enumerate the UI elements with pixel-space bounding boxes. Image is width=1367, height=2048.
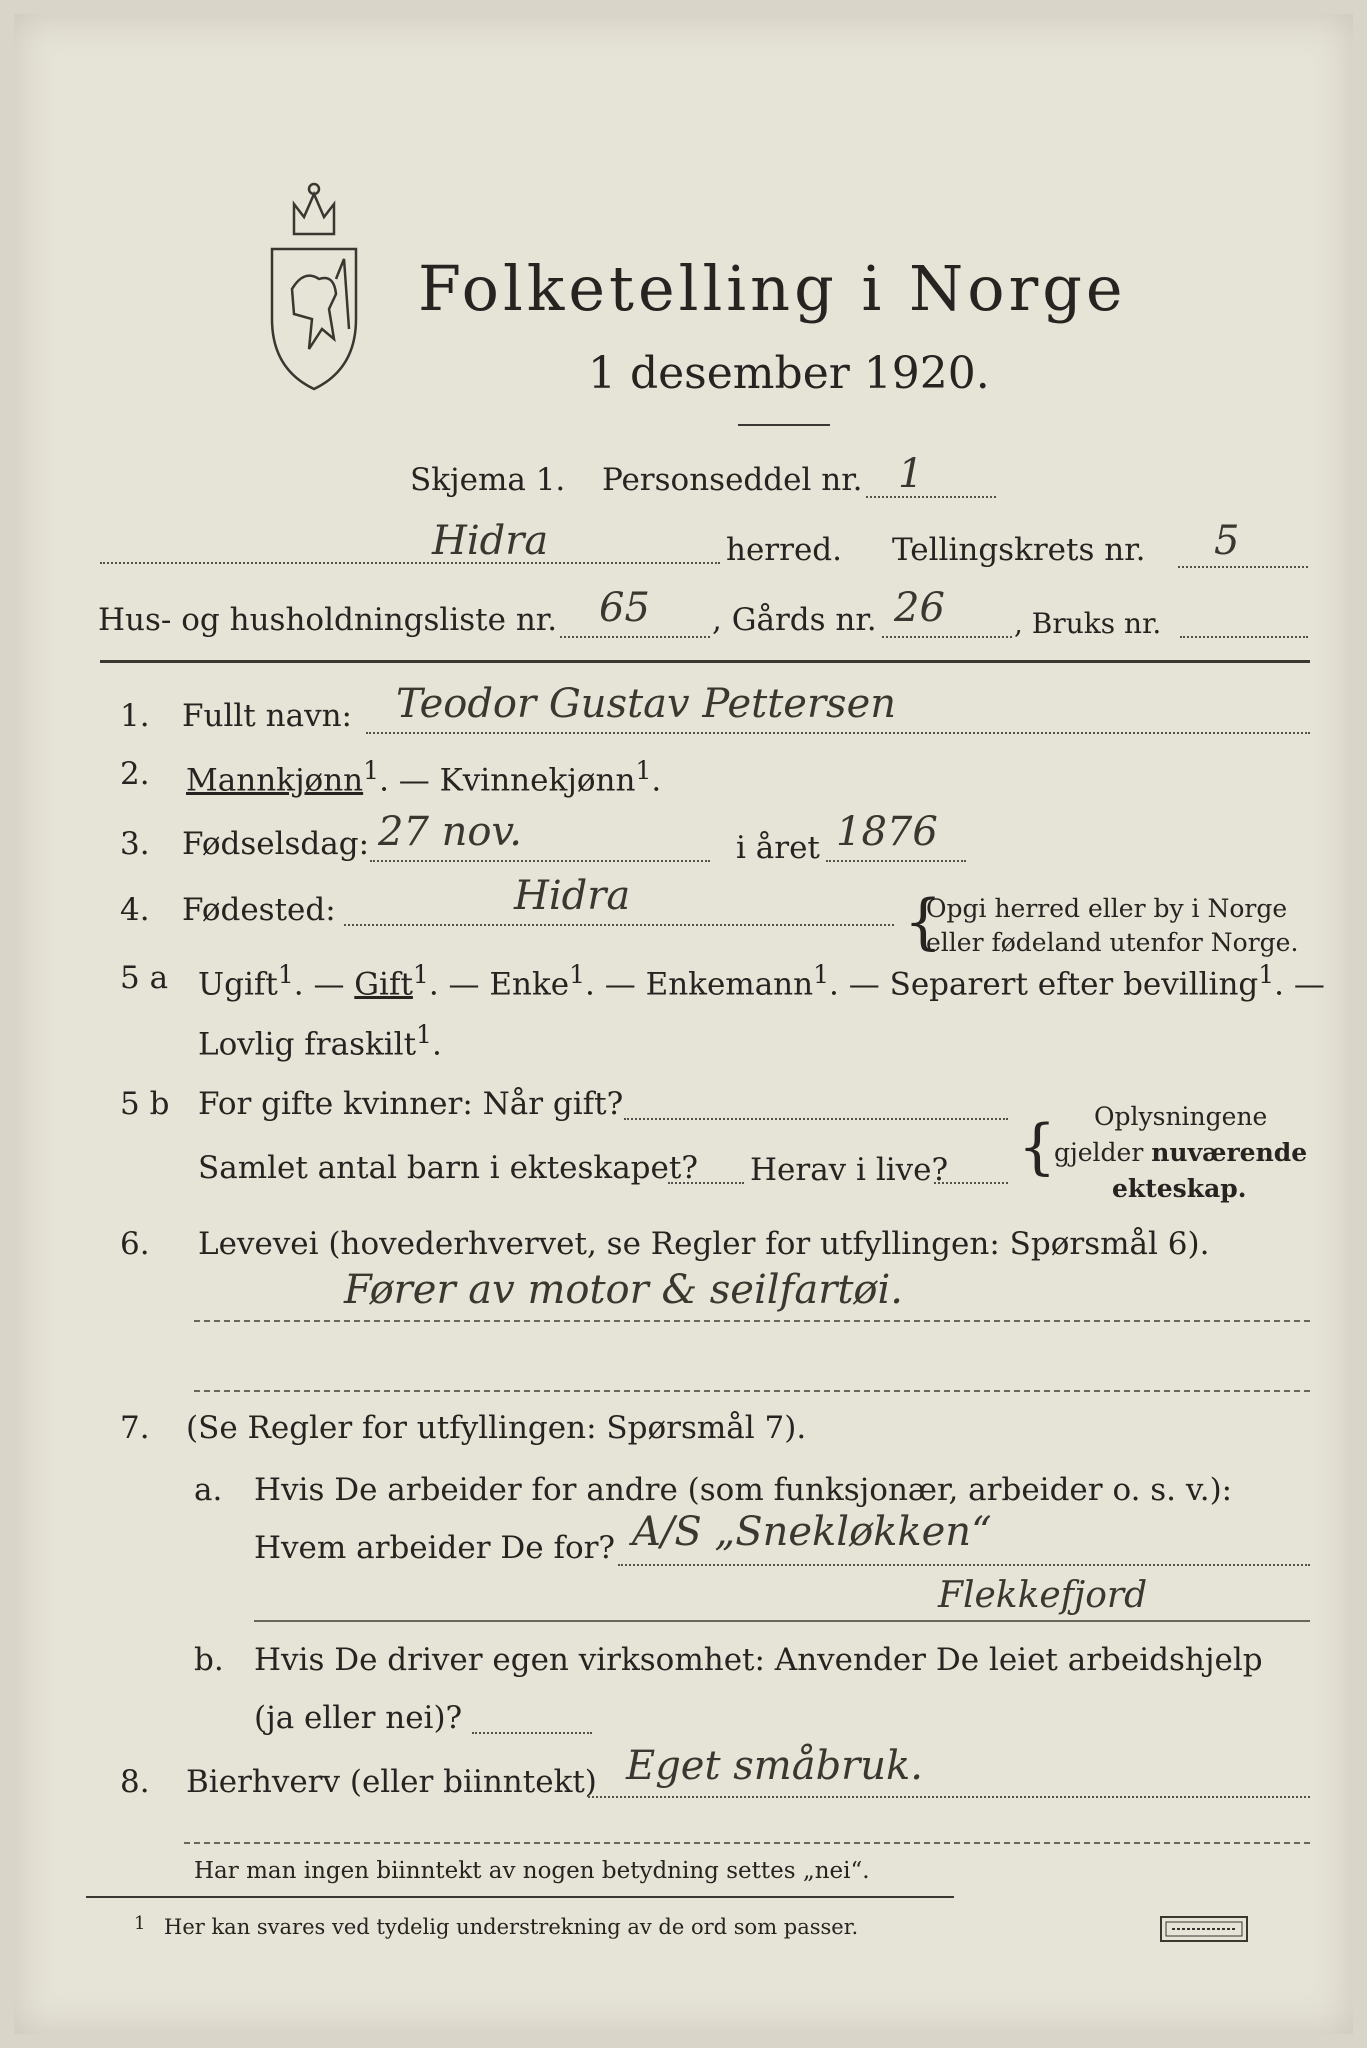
q5a-separert[interactable]: Separert efter bevilling xyxy=(889,966,1259,1003)
q1-number: 1. xyxy=(120,698,150,734)
q2-end: . xyxy=(651,762,662,799)
tellingskrets-value[interactable]: 5 xyxy=(1214,518,1240,564)
q7a-line-underline2 xyxy=(254,1620,1310,1622)
q5a-lovlig-line: Lovlig fraskilt$^1$. xyxy=(198,1020,442,1063)
q5a-number: 5 a xyxy=(120,960,169,996)
q8-line xyxy=(588,1796,1310,1798)
q7a-value1[interactable]: A/S „Snekløkken“ xyxy=(632,1509,992,1555)
gards-line xyxy=(882,636,1012,638)
q5a-ugift[interactable]: Ugift xyxy=(198,966,278,1003)
q5b-line2 xyxy=(668,1182,744,1184)
q3-label: Fødselsdag: xyxy=(182,826,370,862)
q8-label: Bierhverv (eller biinntekt) xyxy=(186,1764,597,1800)
q5b-line3 xyxy=(934,1182,1008,1184)
q5b-label2: Samlet antal barn i ekteskapet? xyxy=(198,1150,698,1186)
q5b-note3: ekteskap. xyxy=(1112,1174,1247,1203)
personseddel-line xyxy=(866,496,996,498)
form-date: 1 desember 1920. xyxy=(588,348,990,399)
hus-label: Hus- og husholdningsliste nr. xyxy=(98,602,558,638)
q4-line xyxy=(344,924,894,926)
q1-label: Fullt navn: xyxy=(182,698,352,734)
title-divider xyxy=(738,424,830,426)
q5a-lovlig[interactable]: Lovlig fraskilt xyxy=(198,1026,417,1063)
q4-note-line1: Opgi herred eller by i Norge xyxy=(926,894,1288,923)
q6-line1 xyxy=(194,1320,1310,1322)
q2-female-option[interactable]: . — Kvinnekjønn xyxy=(379,762,636,799)
q8-value[interactable]: Eget småbruk. xyxy=(626,1743,924,1789)
q5a-enkemann[interactable]: Enkemann xyxy=(645,966,814,1003)
q2-number: 2. xyxy=(120,756,150,792)
q4-label: Fødested: xyxy=(182,892,336,928)
q3-year-label: i året xyxy=(736,830,820,866)
q5b-label3: Herav i live? xyxy=(750,1152,949,1188)
q1-value[interactable]: Teodor Gustav Pettersen xyxy=(396,681,897,727)
footnote-text: Her kan svares ved tydelig understrekning av de ord som passer. xyxy=(164,1915,859,1939)
hus-line xyxy=(560,636,710,638)
q6-line2 xyxy=(194,1390,1310,1392)
q1-line xyxy=(366,732,1310,734)
q7a-line2: Hvem arbeider De for? xyxy=(254,1530,616,1566)
schema-label: Skjema 1. xyxy=(410,462,566,498)
q7-label: (Se Regler for utfyllingen: Spørsmål 7). xyxy=(186,1410,807,1446)
tellingskrets-line xyxy=(1178,566,1308,568)
tellingskrets-label: Tellingskrets nr. xyxy=(892,532,1146,568)
q7b-line2: (ja eller nei)? xyxy=(254,1700,463,1736)
q4-note-brace: { xyxy=(904,887,943,957)
q7a-line-underline1 xyxy=(618,1564,1310,1566)
q5a-gift[interactable]: Gift xyxy=(354,966,413,1003)
gards-label: , Gårds nr. xyxy=(712,602,877,638)
header-rule xyxy=(100,660,1310,663)
q2-male-option[interactable]: Mannkjønn xyxy=(186,762,364,799)
q7-number: 7. xyxy=(120,1410,150,1446)
paper-sheet xyxy=(14,14,1353,2034)
q5b-note2: gjelder nuværende xyxy=(1054,1138,1308,1167)
q2-sex-line xyxy=(186,756,661,798)
footer-rule xyxy=(86,1896,954,1898)
herred-value[interactable]: Hidra xyxy=(432,518,549,564)
q6-label: Levevei (hovederhvervet, se Regler for utfyllingen: Spørsmål 6). xyxy=(198,1226,1210,1262)
q5b-label1: For gifte kvinner: Når gift? xyxy=(198,1086,624,1122)
q7b-line1: Hvis De driver egen virksomhet: Anvender De leiet arbeidshjelp xyxy=(254,1642,1263,1678)
q4-number: 4. xyxy=(120,892,150,928)
q5b-line1 xyxy=(624,1118,1008,1120)
bruks-label: , Bruks nr. xyxy=(1014,607,1162,640)
q8-number: 8. xyxy=(120,1764,150,1800)
gards-value[interactable]: 26 xyxy=(894,585,945,631)
q7b-letter: b. xyxy=(194,1642,224,1678)
bruks-line xyxy=(1180,636,1308,638)
norway-coat-of-arms-icon xyxy=(264,179,364,394)
q3-line xyxy=(370,860,710,862)
footer-note: Har man ingen biinntekt av nogen betydning settes „nei“. xyxy=(194,1858,870,1884)
q2-sup2: 1 xyxy=(635,756,652,785)
footnote-mark: 1 xyxy=(134,1913,146,1934)
q7a-letter: a. xyxy=(194,1472,223,1508)
q7a-line1: Hvis De arbeider for andre (som funksjonær, arbeider o. s. v.): xyxy=(254,1472,1233,1508)
q5b-brace: { xyxy=(1018,1112,1057,1182)
hus-value[interactable]: 65 xyxy=(599,585,650,631)
q4-value[interactable]: Hidra xyxy=(514,873,631,919)
herred-line xyxy=(100,562,720,564)
personseddel-value[interactable]: 1 xyxy=(898,451,924,497)
q4-note-line2: eller fødeland utenfor Norge. xyxy=(926,928,1299,957)
printer-stamp-icon xyxy=(1160,1916,1248,1942)
q7b-answer-line xyxy=(472,1732,592,1734)
form-title: Folketelling i Norge xyxy=(418,252,1127,325)
q5b-number: 5 b xyxy=(120,1086,170,1122)
herred-label: herred. xyxy=(726,532,842,568)
q5b-note1: Oplysningene xyxy=(1094,1102,1268,1131)
q5a-status-line: Ugift$^1$. — Gift$^1$. — Enke$^1$. — Enkemann$^1$. — Separert efter bevilling$^1$. — xyxy=(198,960,1325,1003)
personseddel-label: Personseddel nr. xyxy=(602,462,863,498)
q3-year-value[interactable]: 1876 xyxy=(836,809,938,855)
q5a-enke[interactable]: Enke xyxy=(489,966,570,1003)
q6-number: 6. xyxy=(120,1226,150,1262)
q8-line2 xyxy=(184,1842,1310,1844)
q3-number: 3. xyxy=(120,826,150,862)
q3-value[interactable]: 27 nov. xyxy=(378,809,523,855)
q2-sup1: 1 xyxy=(363,756,380,785)
q7a-value2[interactable]: Flekkefjord xyxy=(938,1575,1148,1616)
q6-value[interactable]: Fører av motor & seilfartøi. xyxy=(344,1267,903,1313)
q3-year-line xyxy=(826,860,966,862)
